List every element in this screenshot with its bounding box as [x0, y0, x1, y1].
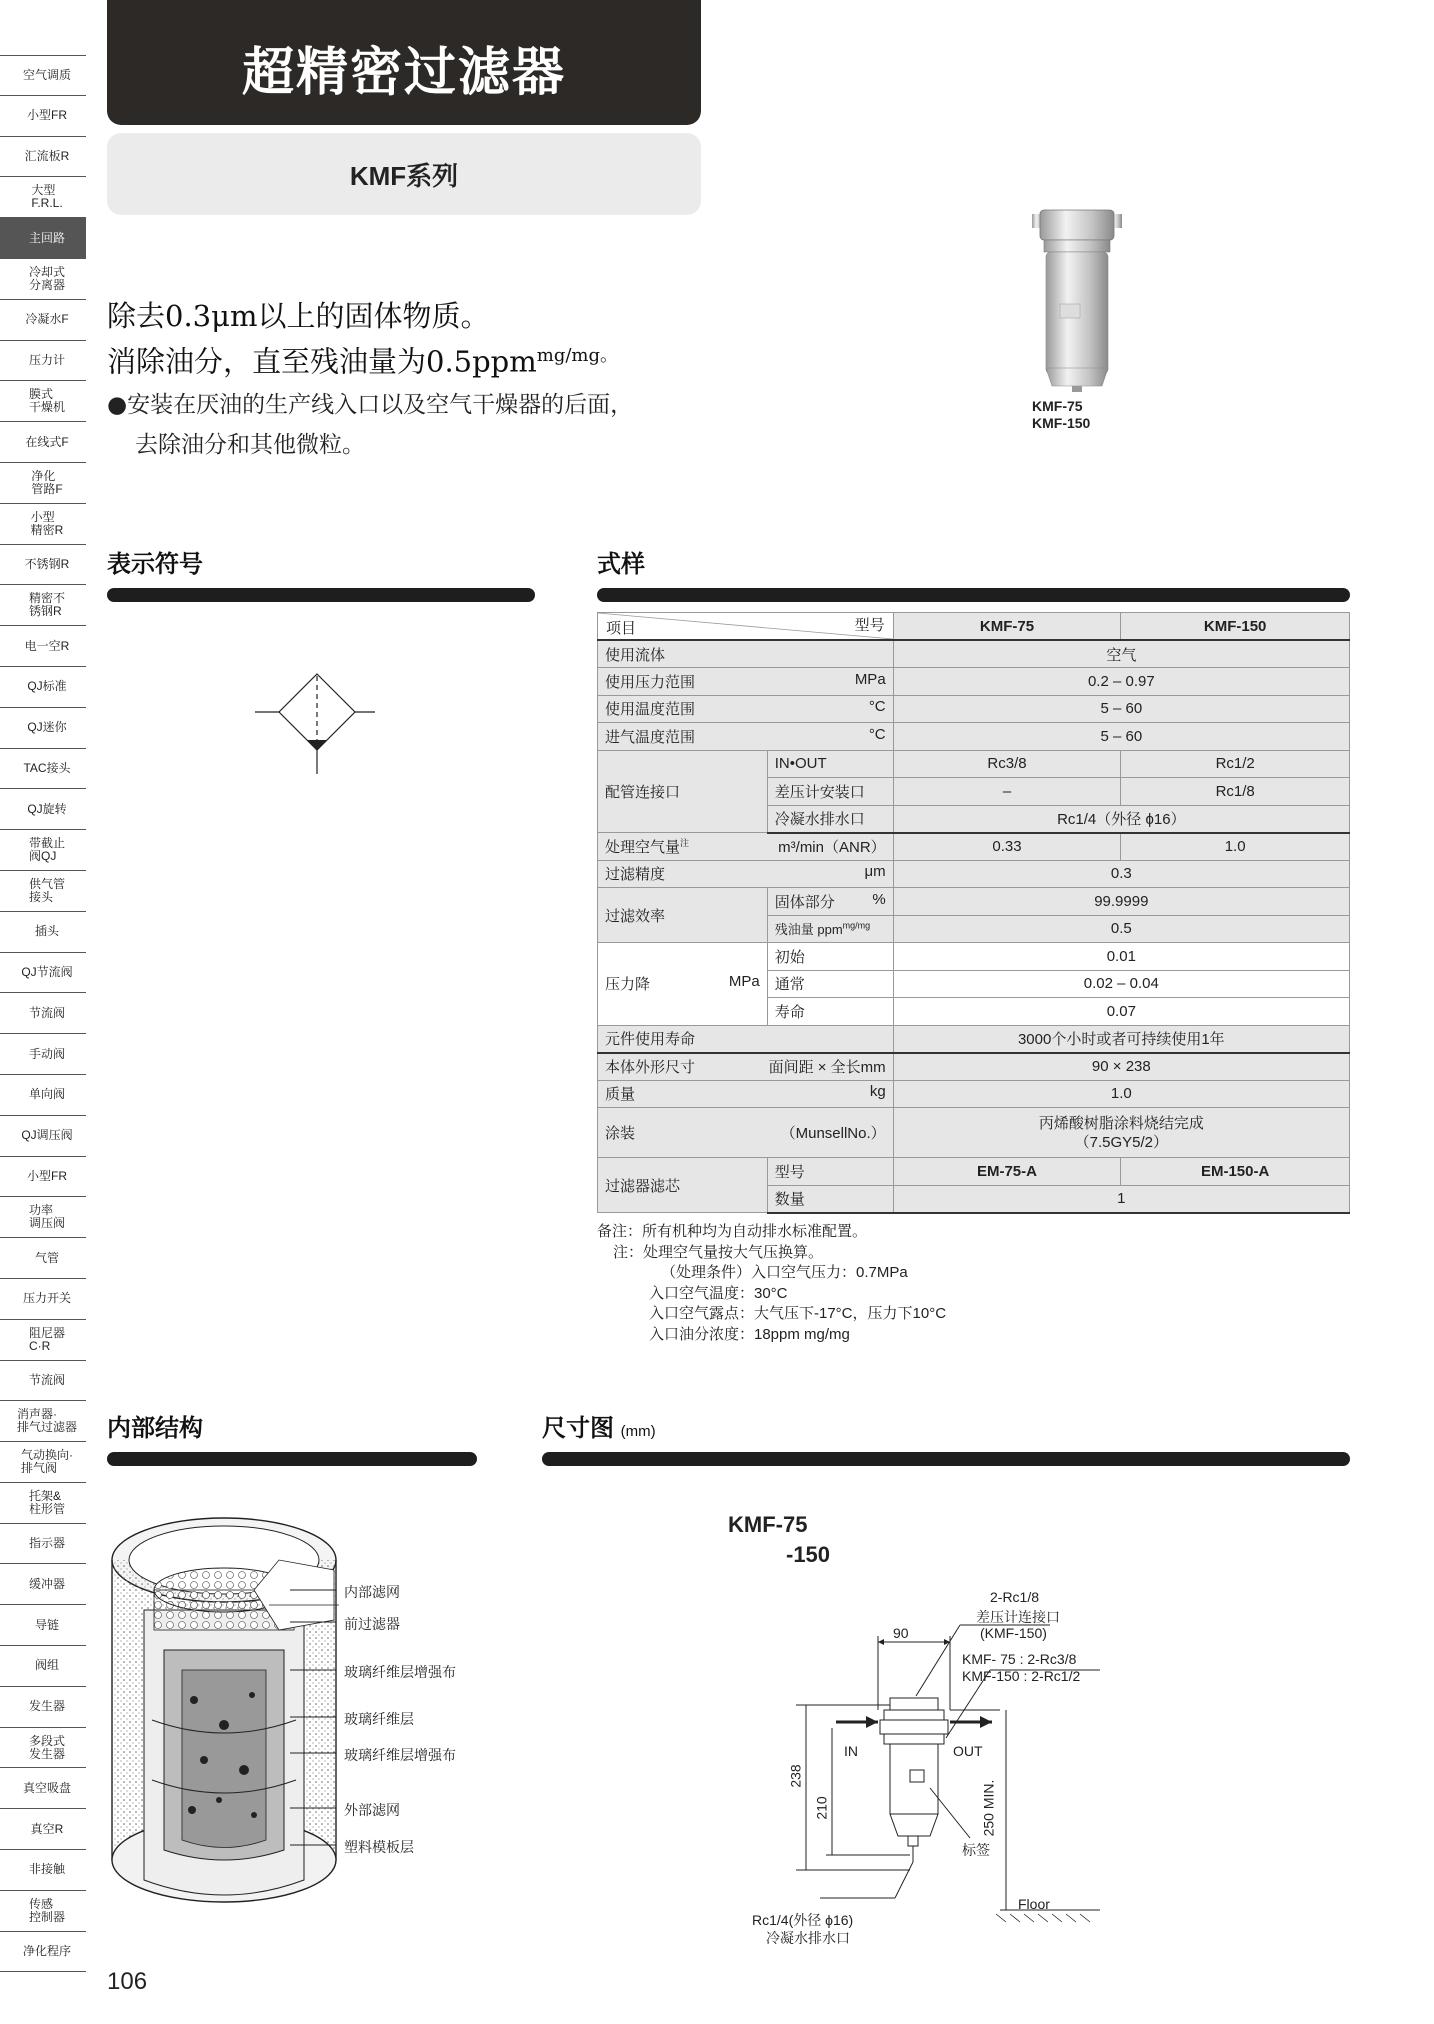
sidebar-item[interactable] — [0, 1483, 86, 1524]
table-row: 冷凝水排水口 Rc1/4（外径 ϕ16） — [598, 805, 1350, 833]
sidebar-item-label: 膜式 干燥机 — [28, 387, 65, 415]
sidebar-item[interactable] — [0, 1034, 86, 1075]
dim-height-250min: 250 MIN. — [980, 1779, 997, 1837]
table-row: 本体外形尺寸 面间距 × 全长mm 90 × 238 — [598, 1053, 1350, 1081]
sidebar-item-label: 指示器 — [28, 1536, 65, 1551]
sidebar-item[interactable] — [0, 1728, 86, 1769]
sidebar-item-label: 发生器 — [28, 1699, 65, 1714]
page-title: 超精密过滤器 — [241, 44, 566, 102]
sidebar-item-label: 消声器· 排气过滤器 — [16, 1407, 77, 1435]
sidebar-item-label: 冷却式 分离器 — [28, 264, 65, 292]
sidebar-item-label: 导链 — [34, 1617, 59, 1632]
gauge-port-model: (KMF-150) — [980, 1625, 1047, 1641]
symbol-heading: 表示符号 — [107, 551, 203, 578]
table-row: 使用流体 空气 — [598, 640, 1350, 668]
dim-width: 90 — [893, 1625, 909, 1641]
sidebar-item[interactable] — [0, 1157, 86, 1198]
sidebar-item[interactable] — [0, 300, 86, 341]
series-title: KMF系列 — [349, 160, 459, 191]
sidebar-item[interactable] — [0, 993, 86, 1034]
sidebar-item-label: 净化程序 — [22, 1944, 71, 1959]
sidebar-item-label: 阻尼器 C·R — [28, 1325, 65, 1353]
sidebar-item-label: 传感 控制器 — [28, 1896, 65, 1924]
sidebar-item[interactable] — [0, 585, 86, 626]
sidebar-item-label: 节流阀 — [28, 1005, 65, 1020]
description-line-2: 消除油分，直至残油量为0.5ppm$^{mg/mg。}$ — [107, 344, 618, 379]
sidebar-item-label: 插头 — [34, 924, 59, 939]
port-size-75: KMF- 75 : 2-Rc3/8 — [962, 1651, 1077, 1667]
structure-heading: 内部结构 — [107, 1415, 203, 1442]
sidebar-item-label: QJ标准 — [27, 679, 67, 694]
table-row: 寿命 0.07 — [598, 998, 1350, 1026]
sidebar-item-label: 托架& 柱形管 — [28, 1488, 65, 1516]
sidebar-item-label: 真空R — [30, 1821, 64, 1836]
port-size-150: KMF-150 : 2-Rc1/2 — [962, 1668, 1081, 1684]
symbol-heading-bar — [107, 588, 535, 602]
label-tag: 标签 — [962, 1842, 990, 1858]
table-row: 项目 型号 KMF-75 KMF-150 — [598, 613, 1350, 641]
sidebar-item[interactable] — [0, 259, 86, 300]
table-row: 涂装 （MunsellNo.） 丙烯酸树脂涂料烧结完成 （7.5GY5/2） — [598, 1108, 1350, 1158]
sidebar-item[interactable] — [0, 830, 86, 871]
note-line: 注：处理空气量按大气压换算。 — [613, 1243, 824, 1261]
sidebar-item-label: 压力开关 — [22, 1291, 71, 1306]
label-glass-fiber-cloth-1: 玻璃纤维层增强布 — [344, 1664, 456, 1680]
filter-symbol — [255, 672, 380, 777]
spec-heading: 式样 — [597, 551, 645, 578]
label-inner-screen: 内部滤网 — [344, 1584, 400, 1600]
series-title-bar — [107, 133, 701, 215]
page-title-bar — [107, 0, 701, 125]
sidebar-item-label: 大型 F.R.L. — [31, 183, 63, 211]
table-row: 过滤效率 固体部分 % 99.9999 — [598, 888, 1350, 916]
sidebar-item[interactable] — [0, 1850, 86, 1891]
sidebar-item[interactable] — [0, 1442, 86, 1483]
table-row: 配管连接口 IN•OUT Rc3/8 Rc1/2 — [598, 750, 1350, 778]
sidebar-item[interactable] — [0, 1197, 86, 1238]
sidebar-item-label: 净化 管路F — [31, 468, 63, 496]
sidebar-item[interactable] — [0, 1075, 86, 1116]
sidebar-item[interactable] — [0, 1809, 86, 1850]
sidebar-item-label: 主回路 — [28, 230, 65, 245]
sidebar-item[interactable] — [0, 341, 86, 382]
sidebar-item[interactable] — [0, 749, 86, 790]
spec-notes — [597, 1222, 946, 1345]
sidebar-item-label: 不锈钢R — [24, 556, 70, 571]
label-glass-fiber-cloth-2: 玻璃纤维层增强布 — [344, 1747, 456, 1763]
floor-label: Floor — [1018, 1896, 1050, 1912]
sidebar-item[interactable] — [0, 218, 86, 259]
sidebar-item[interactable] — [0, 1605, 86, 1646]
sidebar-item[interactable] — [0, 1401, 86, 1442]
sidebar-item[interactable] — [0, 545, 86, 586]
in-port-label: IN — [844, 1743, 858, 1759]
sidebar-item[interactable] — [0, 708, 86, 749]
note-line: 备注：所有机种均为自动排水标准配置。 — [597, 1223, 868, 1240]
sidebar-item-label: 精密不 锈钢R — [28, 591, 65, 619]
sidebar-item[interactable] — [0, 422, 86, 463]
description-bullet: ●安装在厌油的生产线入口以及空气干燥器的后面， — [107, 391, 634, 418]
sidebar-item[interactable] — [0, 667, 86, 708]
sidebar-item-label: TAC接头 — [23, 760, 71, 775]
description-line-1: 除去0.3μm以上的固体物质。 — [107, 299, 490, 333]
sidebar-item-label: 单向阀 — [28, 1087, 65, 1102]
dimension-model-label: KMF-75 -150 — [728, 1512, 831, 1567]
sidebar-item[interactable] — [0, 1646, 86, 1687]
sidebar-item[interactable] — [0, 177, 86, 218]
dimension-heading: 尺寸图 (mm) — [542, 1415, 656, 1442]
product-caption: KMF-75 KMF-150 — [1032, 398, 1091, 431]
structure-leader-lines — [290, 1580, 340, 1860]
note-line: 入口油分浓度：18ppm mg/mg — [649, 1325, 850, 1343]
gauge-port-size: 2-Rc1/8 — [990, 1589, 1040, 1605]
table-row: 压力降 MPa 初始 0.01 — [598, 943, 1350, 971]
sidebar-item[interactable] — [0, 953, 86, 994]
sidebar-item-label: 多段式 发生器 — [28, 1733, 65, 1761]
sidebar-item[interactable] — [0, 1238, 86, 1279]
sidebar-item-label: 空气调质 — [22, 67, 71, 82]
table-row: 过滤器滤芯 型号 EM-75-A EM-150-A — [598, 1158, 1350, 1186]
drain-port-size: Rc1/4(外径 ϕ16) — [752, 1912, 854, 1928]
table-row: 使用压力范围 MPa 0.2 – 0.97 — [598, 668, 1350, 696]
sidebar-item[interactable] — [0, 912, 86, 953]
sidebar-item[interactable] — [0, 1279, 86, 1320]
table-row: 元件使用寿命 3000个小时或者可持续使用1年 — [598, 1025, 1350, 1053]
sidebar-item-label: 供气管 接头 — [28, 876, 65, 904]
sidebar-item-label: 小型 精密R — [30, 509, 64, 537]
dimension-heading-bar — [542, 1452, 1350, 1466]
label-outer-screen: 外部滤网 — [344, 1802, 400, 1818]
sidebar-item-label: QJ节流阀 — [21, 964, 73, 979]
sidebar-item[interactable] — [0, 96, 86, 137]
sidebar-item-label: 在线式F — [25, 434, 69, 449]
sidebar-item[interactable] — [0, 789, 86, 830]
sidebar-item[interactable] — [0, 871, 86, 912]
sidebar-item[interactable] — [0, 1524, 86, 1565]
sidebar-item-label: 非接触 — [28, 1862, 65, 1877]
note-line: 入口空气露点：大气压下-17°C，压力下10°C — [649, 1305, 947, 1322]
sidebar-item-label: 电一空R — [24, 638, 70, 653]
sidebar-item[interactable] — [0, 463, 86, 504]
sidebar-item-label: 压力计 — [28, 352, 65, 367]
sidebar-item[interactable] — [0, 1891, 86, 1932]
sidebar-item-label: 小型FR — [27, 108, 67, 123]
sidebar-item-label: 真空吸盘 — [22, 1780, 71, 1795]
sidebar-item-label: 节流阀 — [28, 1372, 65, 1387]
page-number: 106 — [107, 1968, 148, 1995]
table-row: 通常 0.02 – 0.04 — [598, 970, 1350, 998]
dim-height-210: 210 — [813, 1796, 830, 1820]
sidebar-item-label: 气管 — [34, 1250, 59, 1265]
sidebar-item-label: 阀组 — [34, 1658, 59, 1673]
label-prefilter: 前过滤器 — [344, 1616, 400, 1632]
sidebar-item[interactable] — [0, 1320, 86, 1361]
note-line: 入口空气温度：30°C — [649, 1284, 788, 1302]
sidebar-item-label: 手动阀 — [28, 1046, 65, 1061]
description-bullet-cont: 去除油分和其他微粒。 — [135, 431, 365, 458]
label-glass-fiber: 玻璃纤维层 — [344, 1711, 414, 1727]
table-row: 过滤精度 μm 0.3 — [598, 860, 1350, 888]
spec-table — [597, 612, 1350, 1214]
product-description — [107, 296, 633, 464]
sidebar-item[interactable] — [0, 1564, 86, 1605]
gauge-port-label: 差压计连接口 — [976, 1609, 1060, 1625]
sidebar-item-label: QJ迷你 — [27, 720, 67, 735]
sidebar-item[interactable] — [0, 381, 86, 422]
sidebar-item[interactable] — [0, 626, 86, 667]
sidebar-item-label: 缓冲器 — [28, 1576, 65, 1591]
sidebar-item[interactable] — [0, 1361, 86, 1402]
sidebar-item[interactable] — [0, 1768, 86, 1809]
sidebar-item-label: 功率 调压阀 — [28, 1203, 65, 1231]
spec-heading-bar — [597, 588, 1350, 602]
sidebar-item-label: 带截止 阀QJ — [28, 836, 65, 864]
sidebar-item-label: 小型FR — [27, 1168, 67, 1183]
sidebar-nav — [0, 55, 86, 1972]
out-port-label: OUT — [953, 1743, 983, 1759]
table-row: 使用温度范围 °C 5 – 60 — [598, 695, 1350, 723]
sidebar-item[interactable] — [0, 1687, 86, 1728]
sidebar-item[interactable] — [0, 504, 86, 545]
sidebar-item-label: 冷凝水F — [25, 312, 69, 327]
table-row: 处理空气量$^注$ m³/min（ANR） 0.33 1.0 — [598, 833, 1350, 861]
dim-height-238: 238 — [787, 1764, 804, 1788]
label-plastic-layer: 塑料模板层 — [344, 1839, 414, 1855]
sidebar-item[interactable] — [0, 55, 86, 96]
sidebar-item[interactable] — [0, 1932, 86, 1973]
table-row: 质量 kg 1.0 — [598, 1080, 1350, 1108]
sidebar-item-label: QJ调压阀 — [21, 1128, 73, 1143]
note-line: （处理条件）入口空气压力：0.7MPa — [661, 1264, 908, 1281]
table-row: 残油量 ppm$^{mg/mg}$ 0.5 — [598, 915, 1350, 943]
table-row: 进气温度范围 °C 5 – 60 — [598, 723, 1350, 751]
sidebar-item-label: 气动换向· 排气阀 — [21, 1447, 73, 1475]
structure-heading-bar — [107, 1452, 477, 1466]
table-row: 差压计安装口 – Rc1/8 — [598, 778, 1350, 806]
sidebar-item[interactable] — [0, 137, 86, 178]
table-row: 数量 1 — [598, 1185, 1350, 1213]
sidebar-item-label: 汇流板R — [24, 148, 70, 163]
sidebar-item[interactable] — [0, 1116, 86, 1157]
drain-port-label: 冷凝水排水口 — [766, 1930, 850, 1946]
sidebar-item-label: QJ旋转 — [27, 801, 67, 816]
